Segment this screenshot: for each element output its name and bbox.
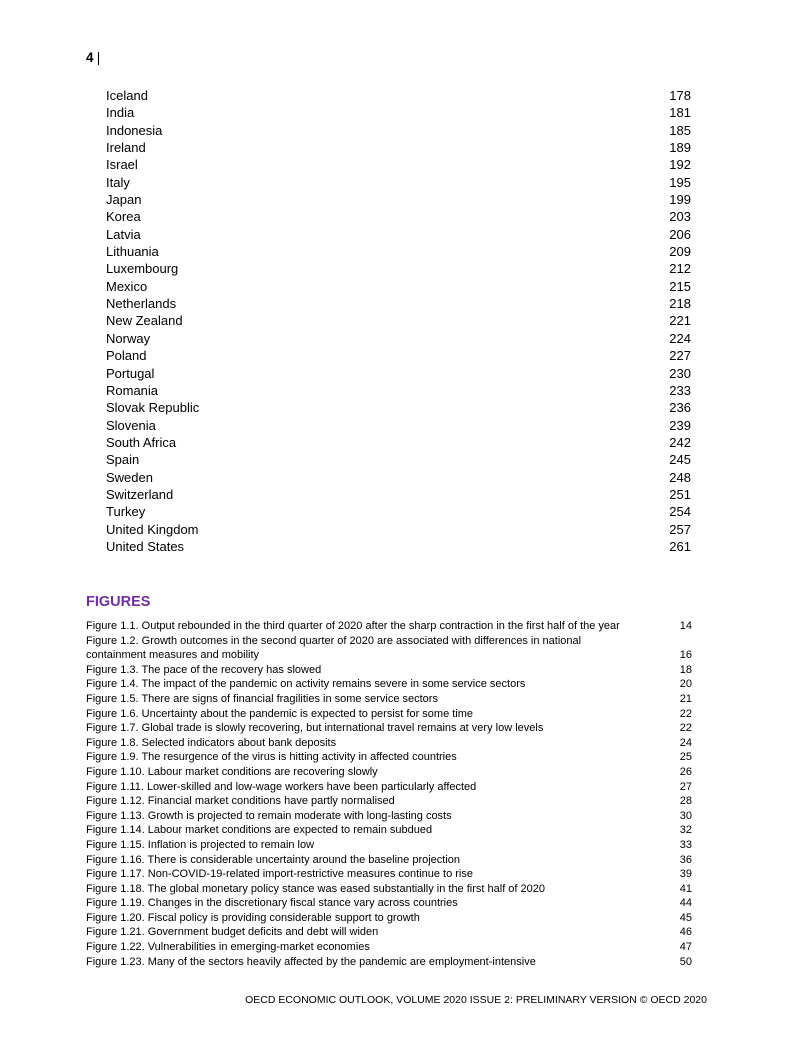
toc-entry-page: 30: [679, 809, 692, 822]
toc-entry-country[interactable]: [106, 399, 691, 416]
toc-entry-country[interactable]: [106, 521, 691, 538]
toc-entry-title: Figure 1.3. The pace of the recovery has slowed: [86, 663, 322, 676]
toc-entry-title: Figure 1.20. Fiscal policy is providing considerable support to growth: [86, 911, 420, 924]
toc-entry-page: 254: [669, 504, 691, 520]
toc-entry-country[interactable]: [106, 139, 691, 156]
toc-entry-title: Figure 1.2. Growth outcomes in the second quarter of 2020 are associated with differences in national containment measures and mobility: [86, 634, 582, 662]
toc-entry-title: Figure 1.23. Many of the sectors heavily affected by the pandemic are employment-intensive: [86, 955, 536, 968]
toc-entry-page: 16: [679, 649, 692, 662]
toc-entry-country[interactable]: [106, 156, 691, 173]
toc-entry-page: 22: [679, 707, 692, 720]
toc-entry-figure[interactable]: [86, 882, 692, 897]
toc-entry-page: 215: [669, 278, 691, 294]
toc-entry-figure[interactable]: [86, 853, 692, 868]
toc-entry-title: Netherlands: [106, 296, 177, 312]
toc-entry-figure[interactable]: [86, 955, 692, 970]
toc-entry-page: 25: [679, 751, 692, 764]
toc-entry-title: Mexico: [106, 278, 148, 294]
toc-entry-page: 50: [679, 955, 692, 968]
toc-entry-page: 22: [679, 722, 692, 735]
toc-entry-title: Portugal: [106, 365, 155, 381]
toc-entry-country[interactable]: [106, 243, 691, 260]
toc-entry-figure[interactable]: [86, 634, 692, 663]
toc-entry-country[interactable]: [106, 347, 691, 364]
toc-entry-country[interactable]: [106, 122, 691, 139]
toc-entry-country[interactable]: [106, 503, 691, 520]
toc-entry-page: 178: [669, 88, 691, 103]
toc-entry-title: Figure 1.17. Non-COVID-19-related import-restrictive measures continue to rise: [86, 868, 473, 881]
toc-entry-title: Slovenia: [106, 417, 156, 433]
toc-entry-figure[interactable]: [86, 794, 692, 809]
toc-entry-title: Figure 1.18. The global monetary policy stance was eased substantially in the first half of 2020: [86, 882, 546, 895]
toc-entry-country[interactable]: [106, 208, 691, 225]
toc-entry-country[interactable]: [106, 104, 691, 121]
toc-entry-title: India: [106, 105, 135, 121]
toc-entry-figure[interactable]: [86, 780, 692, 795]
toc-entry-title: Figure 1.19. Changes in the discretionary fiscal stance vary across countries: [86, 897, 458, 910]
toc-entry-title: Spain: [106, 452, 140, 468]
toc-entry-page: 14: [679, 620, 692, 632]
toc-entry-page: 236: [669, 400, 691, 416]
toc-entry-figure[interactable]: [86, 896, 692, 911]
toc-entry-figure[interactable]: [86, 750, 692, 765]
toc-entry-country[interactable]: [106, 538, 691, 555]
toc-entry-title: Iceland: [106, 88, 148, 103]
toc-entry-figure[interactable]: [86, 707, 692, 722]
toc-entry-page: 248: [669, 469, 691, 485]
toc-entry-figure[interactable]: [86, 925, 692, 940]
page-footer: OECD ECONOMIC OUTLOOK, VOLUME 2020 ISSUE 2: PRELIMINARY VERSION © OECD 2020: [245, 994, 707, 1006]
toc-entry-figure[interactable]: [86, 911, 692, 926]
toc-entry-page: 218: [669, 296, 691, 312]
toc-entry-title: Japan: [106, 192, 142, 208]
toc-entry-figure[interactable]: [86, 867, 692, 882]
toc-entry-title: Figure 1.22. Vulnerabilities in emerging-market economies: [86, 941, 370, 954]
toc-entry-country[interactable]: [106, 434, 691, 451]
toc-entry-figure[interactable]: [86, 677, 692, 692]
toc-entry-title: South Africa: [106, 434, 177, 450]
toc-entry-title: Figure 1.16. There is considerable uncertainty around the baseline projection: [86, 853, 461, 866]
toc-entry-figure[interactable]: [86, 809, 692, 824]
toc-entry-country[interactable]: [106, 469, 691, 486]
toc-entry-page: 261: [669, 538, 691, 554]
toc-entry-page: 45: [679, 911, 692, 924]
toc-entry-country[interactable]: [106, 174, 691, 191]
toc-entry-country[interactable]: [106, 451, 691, 468]
toc-entry-page: 212: [669, 261, 691, 277]
toc-entry-figure[interactable]: [86, 721, 692, 736]
toc-entry-page: 221: [669, 313, 691, 329]
toc-entry-page: 21: [679, 692, 692, 705]
toc-entry-page: 36: [679, 853, 692, 866]
toc-entry-title: Latvia: [106, 226, 141, 242]
toc-entry-page: 32: [679, 824, 692, 837]
toc-entry-title: Switzerland: [106, 486, 174, 502]
toc-entry-title: Israel: [106, 157, 138, 173]
toc-entry-title: Figure 1.21. Government budget deficits and debt will widen: [86, 926, 379, 939]
figures-toc-list: [86, 619, 692, 969]
toc-entry-country[interactable]: [106, 226, 691, 243]
toc-entry-page: 26: [679, 765, 692, 778]
toc-entry-page: 181: [669, 105, 691, 121]
toc-entry-title: Figure 1.6. Uncertainty about the pandemic is expected to persist for some time: [86, 707, 474, 720]
toc-entry-page: 245: [669, 452, 691, 468]
toc-entry-page: 189: [669, 140, 691, 156]
toc-entry-title: New Zealand: [106, 313, 183, 329]
toc-entry-figure[interactable]: [86, 823, 692, 838]
toc-entry-figure[interactable]: [86, 736, 692, 751]
page-number-value: 4: [86, 50, 94, 65]
toc-entry-title: Figure 1.11. Lower-skilled and low-wage workers have been particularly affected: [86, 780, 477, 793]
toc-entry-page: 209: [669, 244, 691, 260]
toc-entry-page: 27: [679, 780, 692, 793]
toc-entry-page: 46: [679, 926, 692, 939]
toc-entry-title: Romania: [106, 382, 159, 398]
toc-entry-country[interactable]: [106, 365, 691, 382]
toc-entry-title: Indonesia: [106, 122, 163, 138]
toc-entry-title: Figure 1.4. The impact of the pandemic on activity remains severe in some service sectors: [86, 678, 526, 691]
toc-entry-title: Figure 1.10. Labour market conditions are recovering slowly: [86, 765, 378, 778]
toc-entry-figure[interactable]: [86, 765, 692, 780]
toc-entry-page: 24: [679, 736, 692, 749]
toc-entry-country[interactable]: [106, 295, 691, 312]
toc-entry-title: United States: [106, 538, 185, 554]
toc-entry-title: Figure 1.8. Selected indicators about bank deposits: [86, 736, 337, 749]
toc-entry-country[interactable]: [106, 312, 691, 329]
toc-entry-title: Figure 1.15. Inflation is projected to remain low: [86, 838, 315, 851]
toc-entry-page: 239: [669, 417, 691, 433]
toc-entry-figure[interactable]: [86, 692, 692, 707]
toc-entry-title: Sweden: [106, 469, 153, 485]
toc-entry-page: 203: [669, 209, 691, 225]
toc-entry-country[interactable]: [106, 486, 691, 503]
toc-entry-title: Figure 1.5. There are signs of financial fragilities in some service sectors: [86, 692, 438, 705]
page-number: [86, 50, 100, 65]
country-toc-list: [106, 87, 691, 555]
toc-entry-country[interactable]: [106, 417, 691, 434]
toc-entry-page: 199: [669, 192, 691, 208]
toc-entry-figure[interactable]: [86, 838, 692, 853]
toc-entry-title: Poland: [106, 348, 147, 364]
toc-entry-page: 251: [669, 486, 691, 502]
toc-entry-page: 224: [669, 330, 691, 346]
toc-entry-figure[interactable]: [86, 663, 692, 678]
toc-entry-title: United Kingdom: [106, 521, 199, 537]
toc-entry-country[interactable]: [106, 87, 691, 104]
toc-entry-title: Figure 1.12. Financial market conditions have partly normalised: [86, 795, 395, 808]
figures-heading: FIGURES: [86, 594, 151, 610]
toc-entry-page: 185: [669, 122, 691, 138]
toc-entry-title: Figure 1.9. The resurgence of the virus is hitting activity in affected countries: [86, 751, 457, 764]
page-number-separator: |: [96, 50, 101, 65]
toc-entry-page: 195: [669, 174, 691, 190]
toc-entry-page: 206: [669, 226, 691, 242]
toc-entry-page: 227: [669, 348, 691, 364]
toc-entry-country[interactable]: [106, 330, 691, 347]
toc-entry-page: 20: [679, 678, 692, 691]
toc-entry-country[interactable]: [106, 260, 691, 277]
toc-entry-title: Lithuania: [106, 244, 159, 260]
toc-entry-page: 192: [669, 157, 691, 173]
toc-entry-page: 257: [669, 521, 691, 537]
toc-entry-page: 28: [679, 795, 692, 808]
toc-entry-country[interactable]: [106, 278, 691, 295]
toc-entry-title: Figure 1.13. Growth is projected to remain moderate with long-lasting costs: [86, 809, 452, 822]
toc-entry-title: Luxembourg: [106, 261, 179, 277]
toc-entry-country[interactable]: [106, 382, 691, 399]
toc-entry-page: 44: [679, 897, 692, 910]
toc-entry-title: Norway: [106, 330, 151, 346]
toc-entry-country[interactable]: [106, 191, 691, 208]
toc-entry-figure[interactable]: [86, 940, 692, 955]
toc-entry-page: 41: [679, 882, 692, 895]
toc-entry-figure[interactable]: [86, 619, 692, 634]
toc-entry-page: 33: [679, 838, 692, 851]
toc-entry-page: 18: [679, 663, 692, 676]
toc-entry-title: Italy: [106, 174, 130, 190]
toc-entry-page: 47: [679, 941, 692, 954]
toc-entry-title: Korea: [106, 209, 141, 225]
toc-entry-title: Figure 1.1. Output rebounded in the third quarter of 2020 after the sharp contraction in the first half of the year: [86, 620, 620, 632]
toc-entry-title: Ireland: [106, 140, 146, 156]
toc-entry-page: 233: [669, 382, 691, 398]
toc-entry-title: Figure 1.7. Global trade is slowly recovering, but international travel remains at very low levels: [86, 722, 544, 735]
toc-entry-title: Figure 1.14. Labour market conditions are expected to remain subdued: [86, 824, 433, 837]
toc-entry-page: 230: [669, 365, 691, 381]
toc-entry-title: Turkey: [106, 504, 146, 520]
toc-entry-page: 39: [679, 868, 692, 881]
toc-entry-title: Slovak Republic: [106, 400, 200, 416]
toc-entry-page: 242: [669, 434, 691, 450]
